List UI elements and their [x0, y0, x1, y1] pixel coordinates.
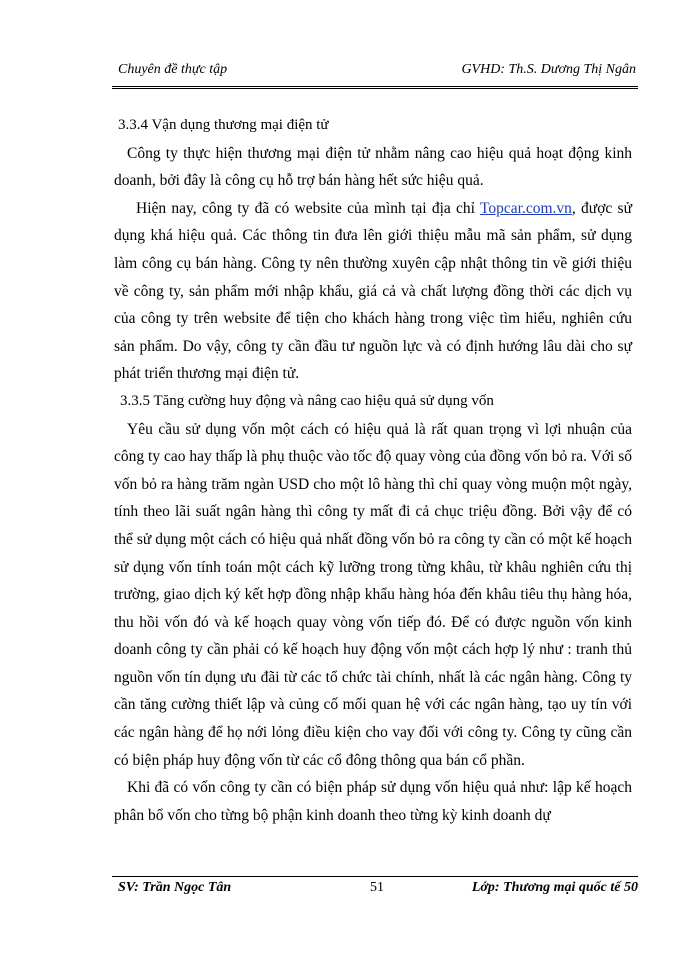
paragraph: Công ty thực hiện thương mại điện tử nhằm nâng cao hiệu quả hoạt động kinh doanh, bởi đây là công cụ hỗ trợ bán hàng hết sức hiệu quả.: [114, 144, 632, 190]
section-heading-3-3-5: 3.3.5 Tăng cường huy động và nâng cao hiệu quả sử dụng vốn: [120, 392, 494, 409]
paragraph-website: [114, 195, 632, 388]
footer-rule: [112, 876, 638, 877]
footer-class: Lớp: Thương mại quốc tế 50: [471, 880, 638, 895]
page-number: 51: [370, 880, 384, 895]
footer-student: SV: Trần Ngọc Tân: [118, 880, 232, 895]
document-body: [114, 112, 632, 829]
paragraph: Khi đã có vốn công ty cần có biện pháp sử dụng vốn hiệu quả như: lập kế hoạch phân bổ vốn cho từng bộ phận kinh doanh theo từng kỳ kinh doanh dự: [114, 779, 632, 824]
section-heading-3-3-4: 3.3.4 Vận dụng thương mại điện tử: [118, 117, 329, 133]
header-right-text: GVHD: Th.S. Dương Thị Ngân: [461, 62, 636, 77]
header-left-text: Chuyên đề thực tập: [118, 62, 228, 77]
paragraph-text: , được sử dụng khá hiệu quả. Các thông tin đưa lên giới thiệu mẫu mã sản phẩm, sử dụng làm công cụ bán hàng. Công ty nên thường xuyên cập nhật thông tin về giới thiệu về công ty, sản phẩm mới nhập khẩu, giá cả và chất lượng đồng thời các dịch vụ của công ty trên website để tiện cho khách hàng trong việc tìm hiểu, nghiên cứu sản phẩm. Do vậy, công ty cần đầu tư nguồn lực và có định hướng lâu dài cho sự phát triển thương mại điện tử.: [114, 199, 632, 383]
paragraph: Yêu cầu sử dụng vốn một cách có hiệu quả là rất quan trọng vì lợi nhuận của công ty cao hay thấp là phụ thuộc vào tốc độ quay vòng của đồng vốn bỏ ra. Với số vốn bỏ ra hàng trăm ngàn USD cho một lô hàng thì chỉ quay vòng muộn một ngày, tính theo lãi suất ngân hàng thì công ty mất đi cả chục triệu đồng. Bởi vậy để có thể sử dụng một cách có hiệu quả nhất đồng vốn bỏ ra công ty cần có một kế hoạch sử dụng vốn tính toán một cách kỹ lưỡng trong từng khâu, từ khâu nghiên cứu thị trường, giao dịch ký kết hợp đồng nhập khẩu hàng hóa đến khâu tiêu thụ hàng hóa, thu hồi vốn đó và kế hoạch quay vòng vốn tiếp đó. Để có được nguồn vốn kinh doanh công ty cần phải có kế hoạch huy động vốn một cách hợp lý như : tranh thủ nguồn vốn tín dụng ưu đãi từ các tổ chức tài chính, nhất là các ngân hàng. Công ty cần tăng cường thiết lập và củng cố mối quan hệ với các ngân hàng, tạo uy tín với các ngân hàng để họ nới lỏng điều kiện cho vay đối với công ty. Công ty cũng cần có biện pháp huy động vốn từ các cổ đông thông qua bán cổ phần.: [114, 420, 632, 769]
header-rule: [112, 86, 638, 89]
page-footer: [118, 880, 638, 900]
paragraph-text: Hiện nay, công ty đã có website của mình tại địa chỉ: [136, 199, 480, 217]
website-link[interactable]: Topcar.com.vn: [480, 199, 572, 217]
page-header: [118, 62, 636, 78]
